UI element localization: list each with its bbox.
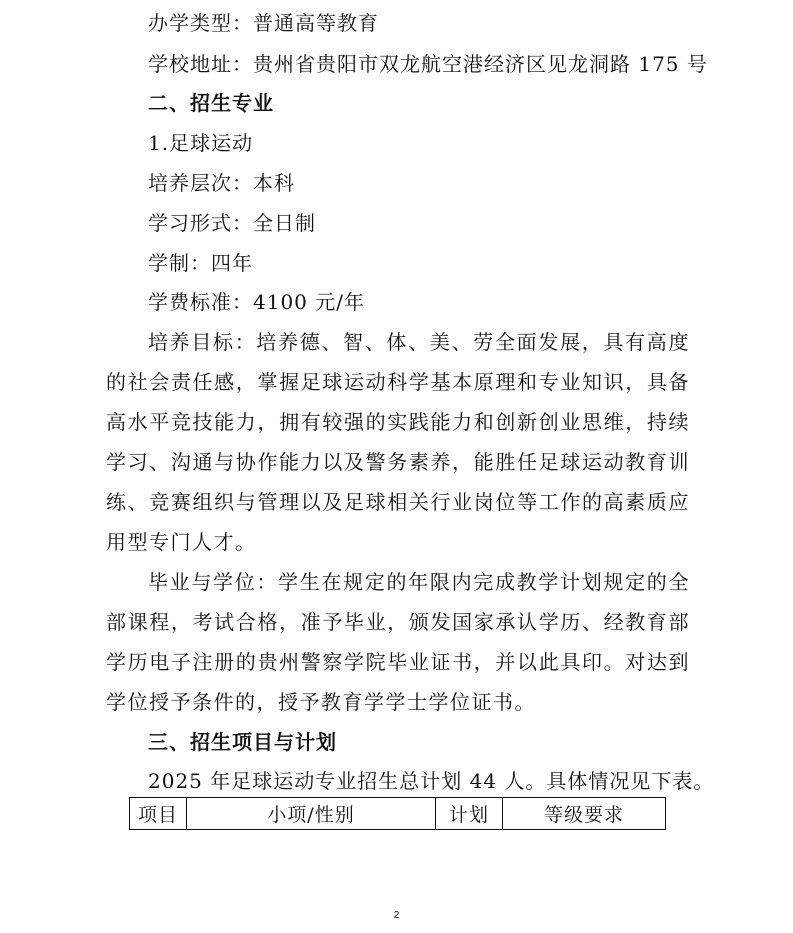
school-type-line: 办学类型：普通高等教育: [148, 11, 379, 35]
plan-intro-line: 2025 年足球运动专业招生总计划 44 人。具体情况见下表。: [148, 769, 715, 793]
table-header-cell: 计划: [436, 798, 503, 830]
training-goal-paragraph: 培养目标：培养德、智、体、美、劳全面发展，具有高度的社会责任感，掌握足球运动科学基本原理和专业知识，具备高水平竞技能力，拥有较强的实践能力和创新创业思维，持续学习、沟通与协作能力以及警务素养，能胜任足球运动教育训练、竞赛组织与管理以及足球相关行业岗位等工作的高素质应用型专门人才。: [106, 330, 690, 554]
tuition-line: 学费标准：4100 元/年: [148, 290, 365, 314]
section-2-heading: 二、招生专业: [148, 91, 274, 115]
table-header-row: [130, 798, 666, 830]
duration-line: 学制：四年: [148, 251, 253, 275]
study-form-line: 学习形式：全日制: [148, 211, 316, 235]
major-1-title: 1.足球运动: [148, 131, 254, 155]
table-header-cell: 等级要求: [503, 798, 666, 830]
enrollment-plan-table: [129, 797, 666, 830]
page-number: 2: [393, 910, 400, 921]
table-header-cell: 小项/性别: [187, 798, 436, 830]
training-level-line: 培养层次：本科: [148, 171, 295, 195]
school-address-line: 学校地址：贵州省贵阳市双龙航空港经济区见龙洞路 175 号: [148, 52, 708, 76]
section-3-heading: 三、招生项目与计划: [148, 730, 337, 754]
table-header-cell: 项目: [130, 798, 187, 830]
graduation-degree-paragraph: 毕业与学位：学生在规定的年限内完成教学计划规定的全部课程，考试合格，准予毕业，颁发国家承认学历、经教育部学历电子注册的贵州警察学院毕业证书，并以此具印。对达到学位授予条件的，授予教育学学士学位证书。: [106, 570, 690, 714]
